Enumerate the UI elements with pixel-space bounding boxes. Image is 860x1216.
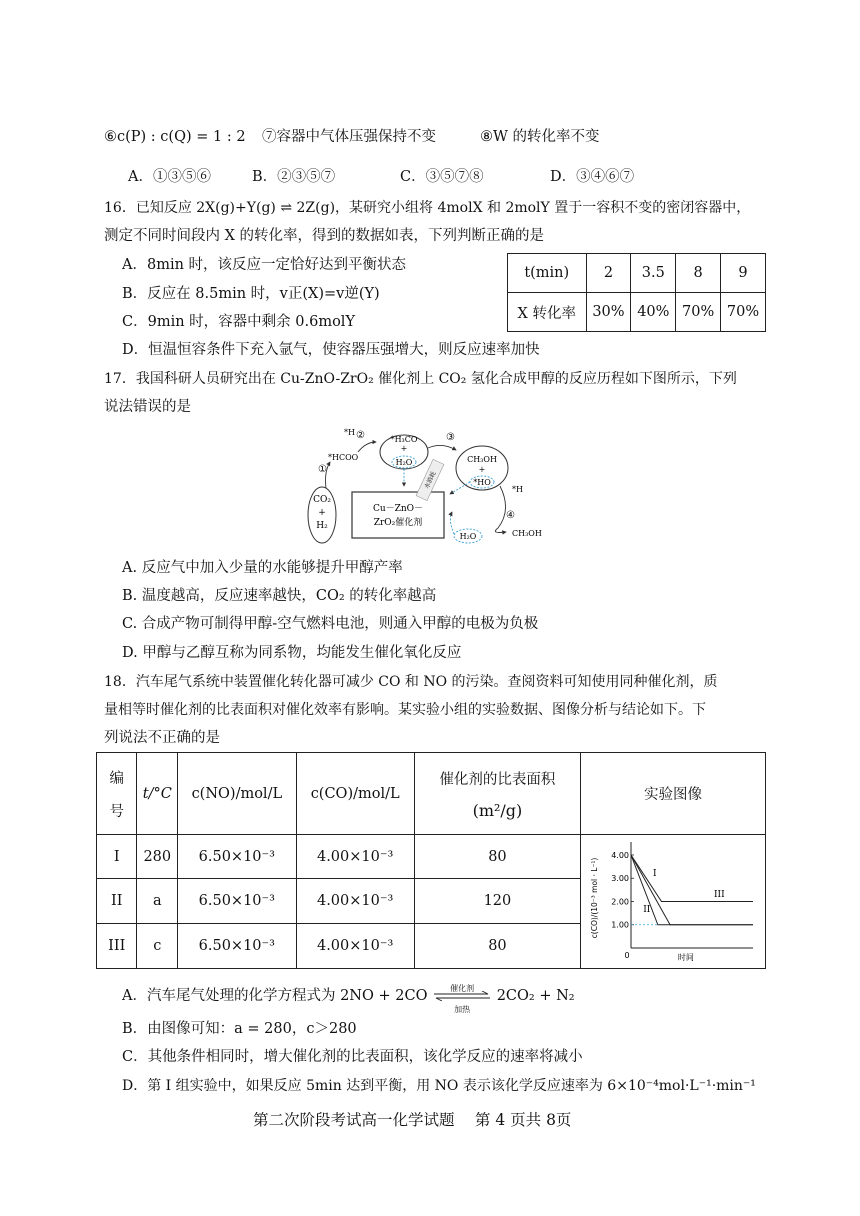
q18-stem-line3: 列说法不正确的是 <box>104 730 220 746</box>
product-ch3oh: CH₃OH <box>512 529 542 538</box>
header-no-conc: c(NO)/mol/L <box>178 753 296 835</box>
row-no: 6.50×10⁻³ <box>178 924 296 969</box>
origin-label: 0 <box>624 950 630 960</box>
q16-stem-line2: 测定不同时间段内 X 的转化率，得到的数据如表，下列判断正确的是 <box>104 228 545 244</box>
reaction-mechanism-diagram <box>300 420 560 550</box>
q18-option-a-suffix: 2CO₂ + N₂ <box>496 988 575 1004</box>
q17-option-a: A. 反应气中加入少量的水能够提升甲醇产率 <box>122 560 403 576</box>
header-number-bottom: 号 <box>109 803 124 820</box>
arrow-condition-top: 催化剂 <box>450 984 475 993</box>
q15-option-d: D．③④⑥⑦ <box>550 169 635 185</box>
q15-item7: ⑦容器中气体压强保持不变 <box>262 129 436 145</box>
header-co-conc: c(CO)/mol/L <box>296 753 414 835</box>
q17-option-d: D. 甲醇与乙醇互称为同系物，均能发生催化氧化反应 <box>122 645 462 661</box>
series-label-iii: III <box>713 889 725 900</box>
row-area: 120 <box>414 879 580 924</box>
step4-marker: ④ <box>506 510 515 521</box>
step2-marker: ② <box>356 430 365 441</box>
reversible-arrow <box>432 984 492 1014</box>
row-co: 4.00×10⁻³ <box>296 879 414 924</box>
series-label-ii: II <box>643 904 651 915</box>
row-co: 4.00×10⁻³ <box>296 924 414 969</box>
y-tick-label: 3.00 <box>611 873 630 883</box>
q16-option-b: B．反应在 8.5min 时，v正(X)=v逆(Y) <box>122 286 380 302</box>
q17-stem-line1: 17．我国科研人员研究出在 Cu-ZnO-ZrO₂ 催化剂上 CO₂ 氢化合成甲醇的反应历程如下图所示，下列 <box>104 371 737 387</box>
q16-option-a: A．8min 时，该反应一定恰好达到平衡状态 <box>122 257 407 273</box>
q15-option-c: C．③⑤⑦⑧ <box>400 169 484 185</box>
page-footer: 第二次阶段考试高一化学试题 第 4 页共 8页 <box>253 1111 572 1129</box>
reactant-co2: CO₂ <box>313 495 331 505</box>
q15-option-a: A．①③⑤⑥ <box>128 169 211 185</box>
y-tick-label: 2.00 <box>611 896 630 906</box>
row-no: 6.50×10⁻³ <box>178 879 296 924</box>
ho-star: *HO <box>473 478 491 487</box>
q18-option-d: D．第 I 组实验中，如果反应 5min 达到平衡，用 NO 表示该化学反应速率为 6×10⁻⁴mol·L⁻¹·min⁻¹ <box>122 1078 756 1094</box>
row-area: 80 <box>414 924 580 969</box>
q17-option-c: C. 合成产物可制得甲醇-空气燃料电池，则通入甲醇的电极为负极 <box>122 616 539 632</box>
catalyst-label-1: Cu－ZnO－ <box>372 504 424 514</box>
q18-experiment-table <box>96 752 766 969</box>
water-2: H₂O <box>459 532 477 541</box>
q16-table-cell: 70% <box>676 293 721 332</box>
q18-stem-line2: 量相等时催化剂的比表面积对催化效率有影响。某实验小组的实验数据、图像分析与结论如下。下 <box>104 702 706 718</box>
q17-stem-line2: 说法错误的是 <box>104 399 191 415</box>
header-surface-area-top: 催化剂的比表面积 <box>439 771 556 788</box>
q16-table-cell: X 转化率 <box>508 293 587 332</box>
q17-option-b: B. 温度越高，反应速率越快，CO₂ 的转化率越高 <box>122 588 437 604</box>
water-1: H₂O <box>395 458 413 467</box>
row-temp: a <box>137 879 178 924</box>
co-concentration-chart <box>583 836 763 964</box>
header-image: 实验图像 <box>581 753 766 835</box>
row-id: I <box>97 835 137 879</box>
q16-table-cell: 9 <box>721 254 766 293</box>
header-surface-area-bottom: (m²/g) <box>472 800 523 820</box>
q16-table-cell: 8 <box>676 254 721 293</box>
step3-marker: ③ <box>446 432 455 443</box>
series-label-i: I <box>652 868 657 879</box>
row-temp: c <box>137 924 178 969</box>
reactant-h2: H₂ <box>316 521 328 531</box>
q16-option-d: D．恒温恒容条件下充入氩气，使容器压强增大，则反应速率加快 <box>122 342 540 358</box>
header-temperature: t/°C <box>137 753 178 835</box>
q16-stem-line1: 16．已知反应 2X(g)+Y(g) ⇌ 2Z(g)，某研究小组将 4molX 和 2molY 置于一容积不变的密闭容器中， <box>104 200 751 216</box>
q18-option-b: B．由图像可知：a = 280，c＞280 <box>122 1021 357 1037</box>
row-id: III <box>97 924 137 969</box>
q15-option-b: B．②③⑤⑦ <box>252 169 336 185</box>
h-star-2: *H <box>512 485 523 494</box>
row-co: 4.00×10⁻³ <box>296 835 414 879</box>
y-axis-label: c(CO)/(10⁻³ mol · L⁻¹) <box>590 857 600 938</box>
q16-option-c: C．9min 时，容器中剩余 0.6molY <box>122 314 356 330</box>
row-id: II <box>97 879 137 924</box>
catalyst-label-2: ZrO₂催化剂 <box>373 518 423 528</box>
plus-1: + <box>400 444 408 453</box>
q16-data-table <box>507 253 766 332</box>
q18-stem-line1: 18．汽车尾气系统中装置催化转化器可减少 CO 和 NO 的污染。查阅资料可知使用同种催化剂，质 <box>104 674 718 690</box>
q18-option-a-prefix: A．汽车尾气处理的化学方程式为 2NO + 2CO <box>122 988 428 1004</box>
h3co-label: *H₃CO <box>390 435 418 444</box>
series-line-iii <box>631 854 753 901</box>
row-no: 6.50×10⁻³ <box>178 835 296 879</box>
q15-item6: ⑥c(P) : c(Q) = 1 : 2 <box>104 129 246 145</box>
row-area: 80 <box>414 835 580 879</box>
y-tick-label: 4.00 <box>611 850 630 860</box>
ch3oh-star: CH₃OH <box>467 455 497 464</box>
header-number-top: 编 <box>109 770 124 787</box>
experiment-chart-cell <box>581 835 766 969</box>
step1-marker: ① <box>318 464 327 475</box>
header-number <box>97 753 137 835</box>
reactant-plus: + <box>318 508 326 518</box>
q16-table-cell: 3.5 <box>631 254 676 293</box>
q16-table-cell: 70% <box>721 293 766 332</box>
header-surface-area <box>414 753 580 835</box>
q16-table-cell: t(min) <box>508 254 587 293</box>
y-tick-label: 1.00 <box>611 920 630 930</box>
hcoo-label: *HCOO <box>328 453 359 462</box>
side-label: 水消耗 <box>423 470 438 490</box>
row-temp: 280 <box>137 835 178 879</box>
catalyst-box <box>352 492 444 538</box>
q18-option-a <box>122 984 575 1014</box>
plus-2: + <box>478 465 486 474</box>
x-axis-label: 时间 <box>677 952 694 962</box>
arrow-condition-bottom: 加热 <box>454 1005 471 1014</box>
q18-option-c: C．其他条件相同时，增大催化剂的比表面积，该化学反应的速率将减小 <box>122 1049 583 1065</box>
q16-table-cell: 40% <box>631 293 676 332</box>
q16-table-cell: 2 <box>586 254 631 293</box>
q15-item8: ⑧W 的转化率不变 <box>480 129 600 145</box>
h-star-1: *H <box>344 428 355 437</box>
q16-table-cell: 30% <box>586 293 631 332</box>
